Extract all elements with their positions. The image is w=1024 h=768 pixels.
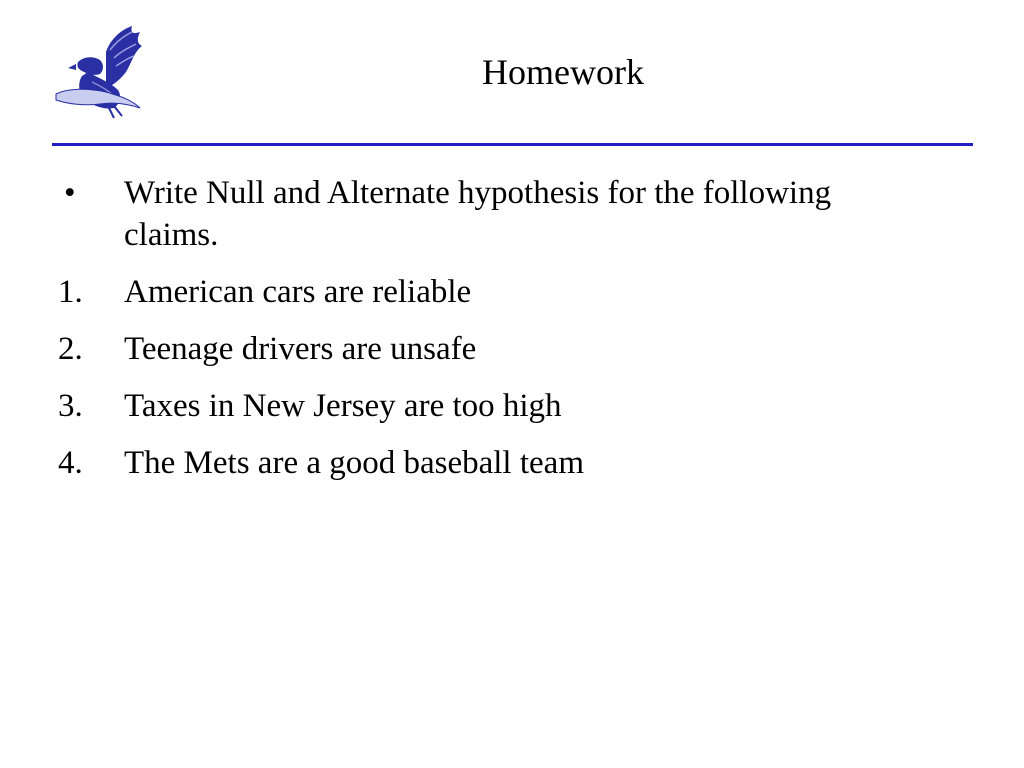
claim-text: Teenage drivers are unsafe — [124, 331, 477, 367]
list-item-intro — [56, 172, 956, 256]
claim-number: 1. — [58, 274, 83, 310]
homework-list — [56, 172, 956, 499]
claim-number: 3. — [58, 388, 83, 424]
eagle-icon — [48, 22, 144, 122]
title-divider — [52, 143, 973, 146]
claim-text: Taxes in New Jersey are too high — [124, 388, 562, 424]
bullet-marker: • — [64, 175, 76, 211]
list-item-claim-1 — [56, 271, 956, 313]
list-item-claim-3 — [56, 385, 956, 427]
claim-text: American cars are reliable — [124, 274, 472, 310]
claim-number: 4. — [58, 445, 83, 481]
list-item-claim-2 — [56, 328, 956, 370]
claim-text: The Mets are a good baseball team — [124, 445, 584, 481]
slide-title: Homework — [482, 52, 644, 92]
claim-number: 2. — [58, 331, 83, 367]
list-item-claim-4 — [56, 442, 956, 484]
intro-text: Write Null and Alternate hypothesis for the following claims. — [124, 175, 832, 253]
